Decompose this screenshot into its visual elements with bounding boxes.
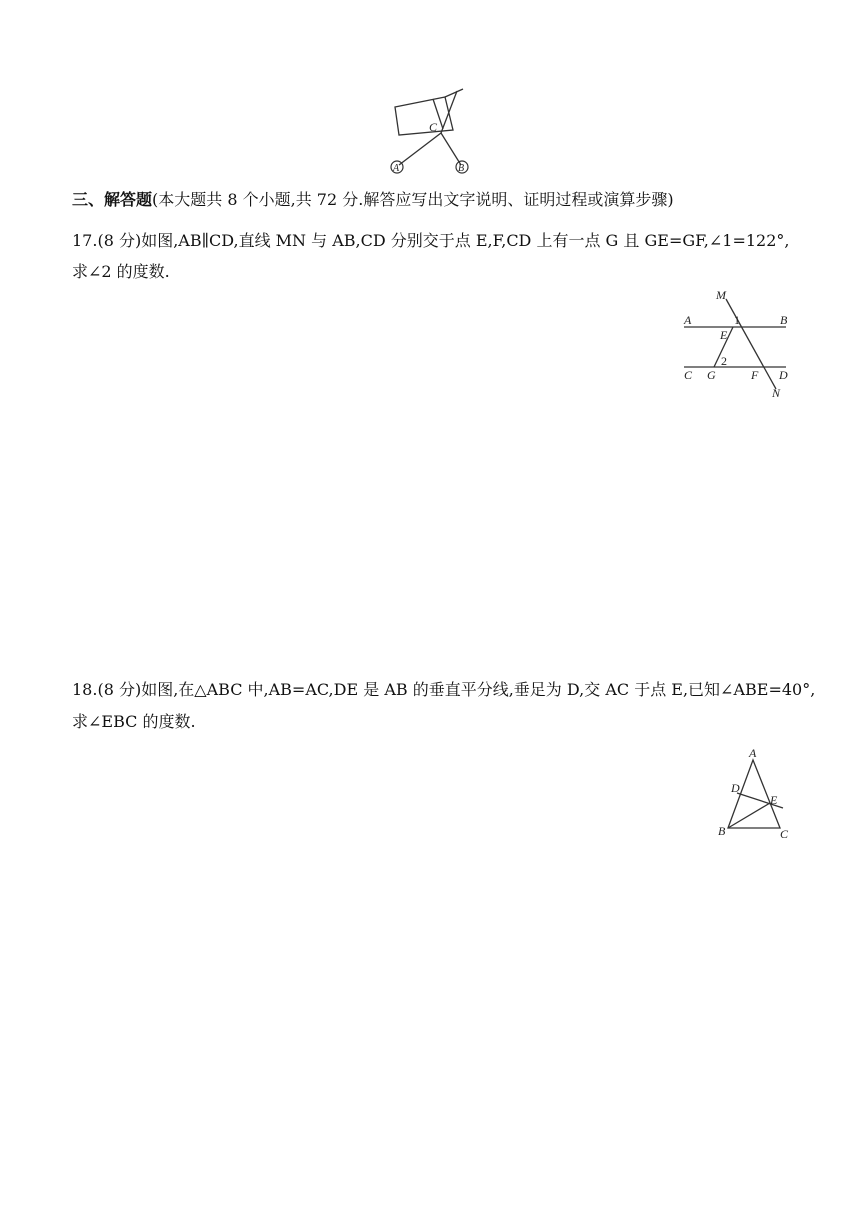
cart-leg-a (399, 133, 441, 165)
label-c: C (780, 827, 789, 841)
label-m: M (716, 288, 726, 302)
q17-figure (676, 285, 796, 405)
label-a: A (684, 313, 692, 327)
label-c: C (684, 368, 693, 382)
segment-be (728, 803, 770, 828)
q17-text-line-1: 17.(8 分)如图,AB∥CD,直线 MN 与 AB,CD 分别交于点 E,F,CD 上有一点 G 且 GE=GF,∠1=122°, (72, 231, 790, 250)
label-d: D (779, 368, 788, 382)
label-e: E (720, 328, 728, 342)
q18-text-line-2: 求∠EBC 的度数. (72, 712, 196, 731)
cart-leg-b (441, 133, 461, 165)
label-e: E (770, 793, 778, 807)
label-b: B (718, 824, 726, 838)
label-f: F (751, 368, 759, 382)
cart-label-c: C (429, 120, 438, 134)
label-angle-2: 2 (721, 354, 727, 368)
section-title: 三、解答题 (72, 190, 153, 209)
q18-text-line-1: 18.(8 分)如图,在△ABC 中,AB=AC,DE 是 AB 的垂直平分线,垂足为 D,交 AC 于点 E,已知∠ABE=40°, (72, 680, 816, 699)
cart-label-b: B (458, 163, 465, 174)
shopping-cart-figure (385, 85, 485, 180)
cart-basket (395, 97, 453, 135)
cart-label-a: A (393, 163, 400, 174)
section-note: (本大题共 8 个小题,共 72 分.解答应写出文字说明、证明过程或演算步骤) (152, 190, 674, 209)
cart-handle-bar (445, 89, 463, 97)
label-n: N (772, 386, 781, 400)
q17-text-line-2: 求∠2 的度数. (72, 262, 170, 281)
label-b: B (780, 313, 788, 327)
section-three-heading (72, 189, 674, 211)
label-a: A (749, 746, 757, 760)
label-d: D (731, 781, 740, 795)
label-g: G (707, 368, 716, 382)
q18-figure (712, 745, 797, 845)
label-angle-1: 1 (734, 313, 740, 327)
